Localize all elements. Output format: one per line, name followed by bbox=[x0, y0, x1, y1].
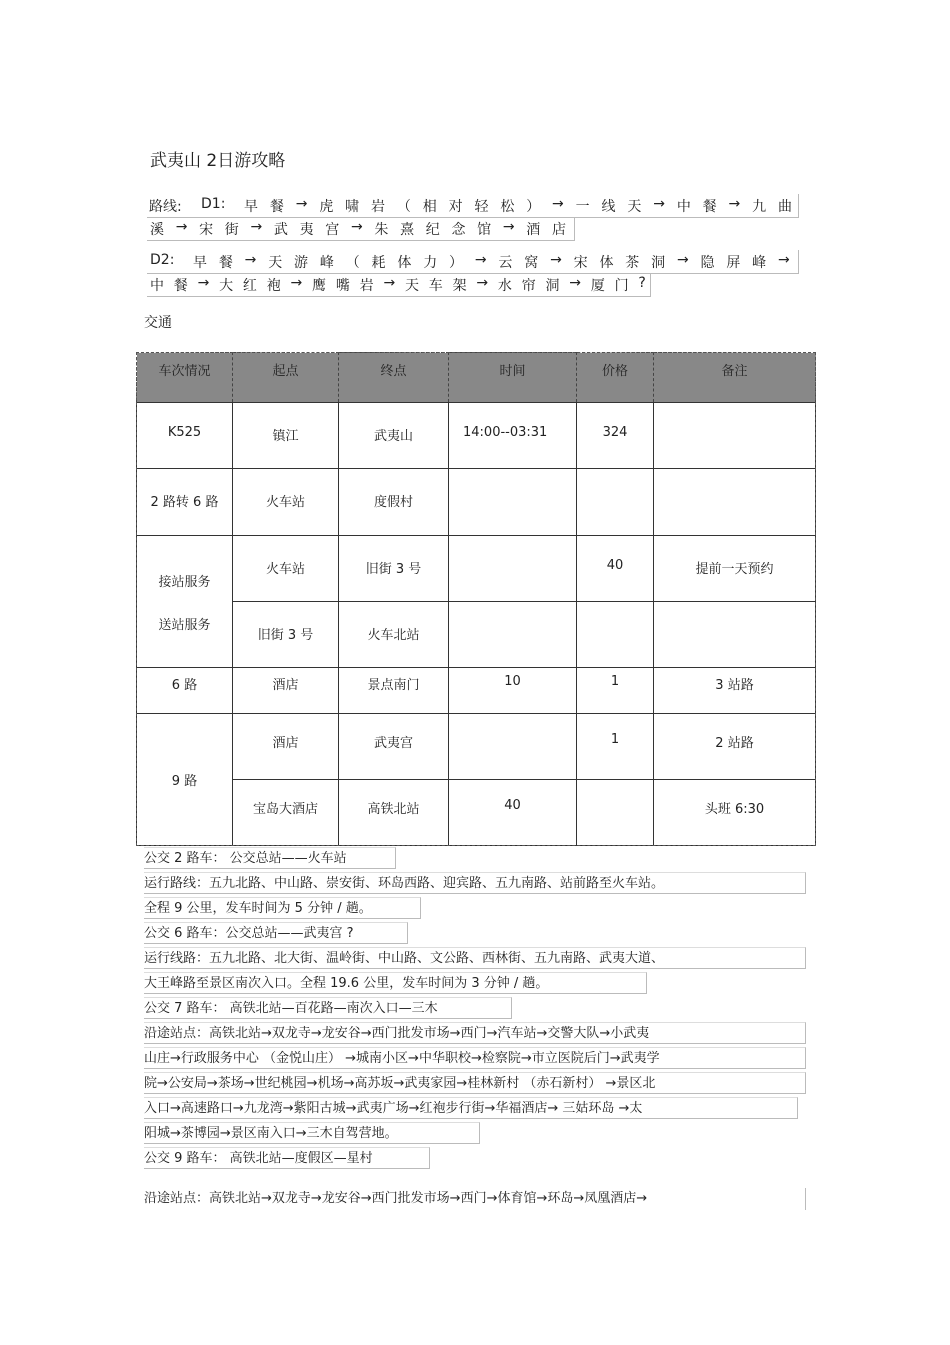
route-d2-line2-box bbox=[147, 273, 651, 297]
route-char: → bbox=[350, 219, 363, 235]
route-char: 洞 bbox=[651, 255, 666, 271]
service-pickup-label: 接站服务 bbox=[158, 574, 211, 590]
route-char: → bbox=[676, 252, 689, 268]
route-char: 中 bbox=[150, 278, 164, 294]
table-cell bbox=[449, 714, 577, 780]
route-char: 嘴 bbox=[335, 278, 350, 294]
route-char: 宋 bbox=[199, 222, 214, 238]
route-char: 夷 bbox=[299, 222, 314, 238]
table-row bbox=[137, 602, 816, 668]
route-char: → bbox=[569, 275, 582, 291]
service-dropoff-label: 送站服务 bbox=[158, 617, 211, 633]
route-char: 岩 bbox=[359, 278, 374, 294]
route-char: → bbox=[383, 275, 396, 291]
table-cell: 9 路 bbox=[137, 714, 233, 846]
route-char: 宫 bbox=[325, 222, 340, 238]
table-cell: 40 bbox=[449, 780, 577, 846]
table-cell bbox=[577, 602, 654, 668]
table-cell bbox=[449, 602, 577, 668]
note-line: 阳城→茶博园→景区南入口→三木自驾营地。 bbox=[144, 1122, 480, 1144]
note-line: 公交 7 路车： 高铁北站—百花路—南次入口—三木 bbox=[144, 997, 512, 1019]
route-char: 大 bbox=[219, 278, 234, 294]
table-cell: 武夷宫 bbox=[339, 714, 449, 780]
table-cell: 酒店 bbox=[233, 668, 339, 714]
route-char: 熹 bbox=[400, 222, 415, 238]
route-char: 岩 bbox=[371, 199, 386, 215]
route-char: → bbox=[474, 252, 487, 268]
table-cell bbox=[577, 469, 654, 536]
route-char: 厦 bbox=[590, 278, 605, 294]
route-char: 天 bbox=[627, 199, 642, 215]
route-d1-line1-box bbox=[147, 194, 799, 218]
route-char: 溪 bbox=[150, 222, 164, 238]
route-char: 松 bbox=[500, 199, 515, 215]
route-char: 虎 bbox=[319, 199, 334, 215]
table-cell: 40 bbox=[577, 536, 654, 602]
route-char: → bbox=[552, 196, 564, 212]
table-cell: 宝岛大酒店 bbox=[233, 780, 339, 846]
route-char: （ bbox=[345, 255, 360, 271]
route-char: 馆 bbox=[477, 222, 492, 238]
table-cell: 酒店 bbox=[233, 714, 339, 780]
route-char: 早 bbox=[193, 255, 207, 271]
route-char: 曲 bbox=[777, 199, 792, 215]
table-cell: 14:00--03:31 bbox=[449, 403, 577, 469]
route-char: （ bbox=[396, 199, 411, 215]
table-cell: 旧街 3 号 bbox=[339, 536, 449, 602]
route-char: 体 bbox=[599, 255, 614, 271]
transit-table bbox=[136, 352, 816, 846]
route-char: 架 bbox=[452, 278, 467, 294]
route-char: 九 bbox=[752, 199, 767, 215]
header-cell: 车次情况 bbox=[137, 353, 233, 403]
header-cell: 价格 bbox=[577, 353, 654, 403]
header-cell: 备注 bbox=[654, 353, 816, 403]
route-char: → bbox=[175, 219, 188, 235]
table-row bbox=[137, 780, 816, 846]
table-cell: 3 站路 bbox=[654, 668, 816, 714]
route-d1-text bbox=[244, 196, 792, 216]
table-cell bbox=[654, 469, 816, 536]
table-cell-service bbox=[137, 536, 233, 668]
route-char: 水 bbox=[497, 278, 512, 294]
table-cell: 2 路转 6 路 bbox=[137, 469, 233, 536]
header-cell: 起点 bbox=[233, 353, 339, 403]
route-char: 体 bbox=[397, 255, 412, 271]
route-char: 朱 bbox=[374, 222, 389, 238]
route-char: 袍 bbox=[266, 278, 281, 294]
route-char: 对 bbox=[448, 199, 463, 215]
note-line: 全程 9 公里，发车时间为 5 分钟 / 趟。 bbox=[144, 897, 421, 919]
route-char: 早 bbox=[244, 199, 258, 215]
route-d1-label: D1: bbox=[201, 196, 226, 212]
route-char: 游 bbox=[294, 255, 309, 271]
table-cell bbox=[654, 403, 816, 469]
route-char: 酒 bbox=[526, 222, 541, 238]
table-row bbox=[137, 714, 816, 780]
route-d2-label: D2: bbox=[150, 252, 175, 268]
route-char: 隐 bbox=[700, 255, 715, 271]
note-line: 沿途站点：高铁北站→双龙寺→龙安谷→西门批发市场→西门→体育馆→环岛→凤凰酒店→ bbox=[144, 1188, 806, 1210]
table-row bbox=[137, 403, 816, 469]
note-line: 入口→高速路口→九龙湾→紫阳古城→武夷广场→红袍步行街→华福酒店→ 三姑环岛 →太 bbox=[144, 1097, 798, 1119]
route-d2-text-cont bbox=[150, 275, 646, 295]
route-char: 茶 bbox=[625, 255, 640, 271]
route-char: 窝 bbox=[524, 255, 539, 271]
note-line: 山庄→行政服务中心 （金悦山庄） →城南小区→中华职校→检察院→市立医院后门→武夷学 bbox=[144, 1047, 806, 1069]
note-line: 公交 2 路车： 公交总站——火车站 bbox=[144, 847, 396, 869]
route-char: → bbox=[244, 252, 257, 268]
table-cell bbox=[449, 536, 577, 602]
route-d2-line1-box bbox=[147, 250, 799, 274]
route-d1-line2-box bbox=[147, 217, 575, 241]
note-line: 运行线路：五九北路、北大街、温岭街、中山路、文公路、西林街、五九南路、武夷大道、 bbox=[144, 947, 806, 969]
route-char: 餐 bbox=[269, 199, 284, 215]
route-char: 屏 bbox=[726, 255, 741, 271]
route-char: → bbox=[290, 275, 303, 291]
route-char: 餐 bbox=[218, 255, 233, 271]
note-line: 院→公安局→茶场→世纪桃园→机场→高苏坂→武夷家园→桂林新村 （赤石新村） →景区北 bbox=[144, 1072, 806, 1094]
route-char: 街 bbox=[224, 222, 239, 238]
route-char: 门 bbox=[614, 278, 629, 294]
table-cell: 武夷山 bbox=[339, 403, 449, 469]
route-char: 红 bbox=[242, 278, 257, 294]
route-d1-text-cont bbox=[150, 219, 566, 239]
route-char: 车 bbox=[428, 278, 443, 294]
route-char: → bbox=[295, 196, 308, 212]
route-char: 云 bbox=[498, 255, 513, 271]
route-char: 啸 bbox=[345, 199, 360, 215]
route-char: → bbox=[777, 252, 790, 268]
table-cell: 提前一天预约 bbox=[654, 536, 816, 602]
table-cell bbox=[577, 780, 654, 846]
table-cell: 324 bbox=[577, 403, 654, 469]
table-cell: 1 bbox=[577, 668, 654, 714]
route-label: 路线: bbox=[149, 199, 182, 215]
note-line: 沿途站点：高铁北站→双龙寺→龙安谷→西门批发市场→西门→汽车站→交警大队→小武夷 bbox=[144, 1022, 806, 1044]
note-line: 运行路线：五九北路、中山路、崇安街、环岛西路、迎宾路、五九南路、站前路至火车站。 bbox=[144, 872, 806, 894]
route-char: 餐 bbox=[702, 199, 717, 215]
route-char: → bbox=[550, 252, 562, 268]
route-char: 念 bbox=[451, 222, 466, 238]
table-row bbox=[137, 469, 816, 536]
route-char: → bbox=[502, 219, 515, 235]
route-char: ） bbox=[449, 255, 464, 271]
route-char: 餐 bbox=[173, 278, 188, 294]
table-cell: 火车站 bbox=[233, 469, 339, 536]
table-header-row bbox=[137, 353, 816, 403]
table-cell: 10 bbox=[449, 668, 577, 714]
route-char: → bbox=[476, 275, 489, 291]
route-char: 力 bbox=[423, 255, 438, 271]
table-cell: K525 bbox=[137, 403, 233, 469]
header-cell: 时间 bbox=[449, 353, 577, 403]
table-cell: 旧街 3 号 bbox=[233, 602, 339, 668]
route-char: 线 bbox=[601, 199, 616, 215]
route-char: ） bbox=[526, 199, 541, 215]
table-cell: 2 站路 bbox=[654, 714, 816, 780]
table-cell: 火车站 bbox=[233, 536, 339, 602]
table-cell: 火车北站 bbox=[339, 602, 449, 668]
route-char: 洞 bbox=[545, 278, 560, 294]
header-cell: 终点 bbox=[339, 353, 449, 403]
note-line: 公交 9 路车： 高铁北站—度假区—星村 bbox=[144, 1147, 430, 1169]
table-cell: 6 路 bbox=[137, 668, 233, 714]
route-char: 宋 bbox=[573, 255, 588, 271]
route-char: → bbox=[653, 196, 665, 212]
table-cell: 镇江 bbox=[233, 403, 339, 469]
route-char: 峰 bbox=[752, 255, 767, 271]
table-cell bbox=[654, 602, 816, 668]
note-line: 公交 6 路车：公交总站——武夷宫 ? bbox=[144, 922, 408, 944]
transport-heading: 交通 bbox=[144, 315, 172, 331]
route-char: 纪 bbox=[425, 222, 440, 238]
page-title: 武夷山 2日游攻略 bbox=[150, 151, 286, 171]
route-d2-text bbox=[193, 252, 790, 272]
route-char: 中 bbox=[676, 199, 691, 215]
route-char: → bbox=[197, 275, 210, 291]
route-char: 相 bbox=[422, 199, 437, 215]
table-cell: 度假村 bbox=[339, 469, 449, 536]
route-char: 鹰 bbox=[312, 278, 327, 294]
table-row bbox=[137, 536, 816, 602]
note-line: 大王峰路至景区南次入口。全程 19.6 公里，发车时间为 3 分钟 / 趟。 bbox=[144, 972, 647, 994]
route-char: 店 bbox=[551, 222, 566, 238]
route-char: 武 bbox=[273, 222, 288, 238]
table-cell bbox=[449, 469, 577, 536]
route-char: ? bbox=[638, 275, 646, 291]
table-cell: 高铁北站 bbox=[339, 780, 449, 846]
table-cell: 景点南门 bbox=[339, 668, 449, 714]
route-char: 一 bbox=[575, 199, 590, 215]
route-char: 峰 bbox=[319, 255, 334, 271]
route-char: 轻 bbox=[474, 199, 489, 215]
table-cell: 头班 6:30 bbox=[654, 780, 816, 846]
route-char: → bbox=[250, 219, 263, 235]
route-char: 天 bbox=[404, 278, 419, 294]
table-row bbox=[137, 668, 816, 714]
route-char: → bbox=[728, 196, 741, 212]
route-char: 耗 bbox=[371, 255, 386, 271]
table-cell: 1 bbox=[577, 714, 654, 780]
route-char: 帘 bbox=[521, 278, 536, 294]
route-char: 天 bbox=[268, 255, 283, 271]
